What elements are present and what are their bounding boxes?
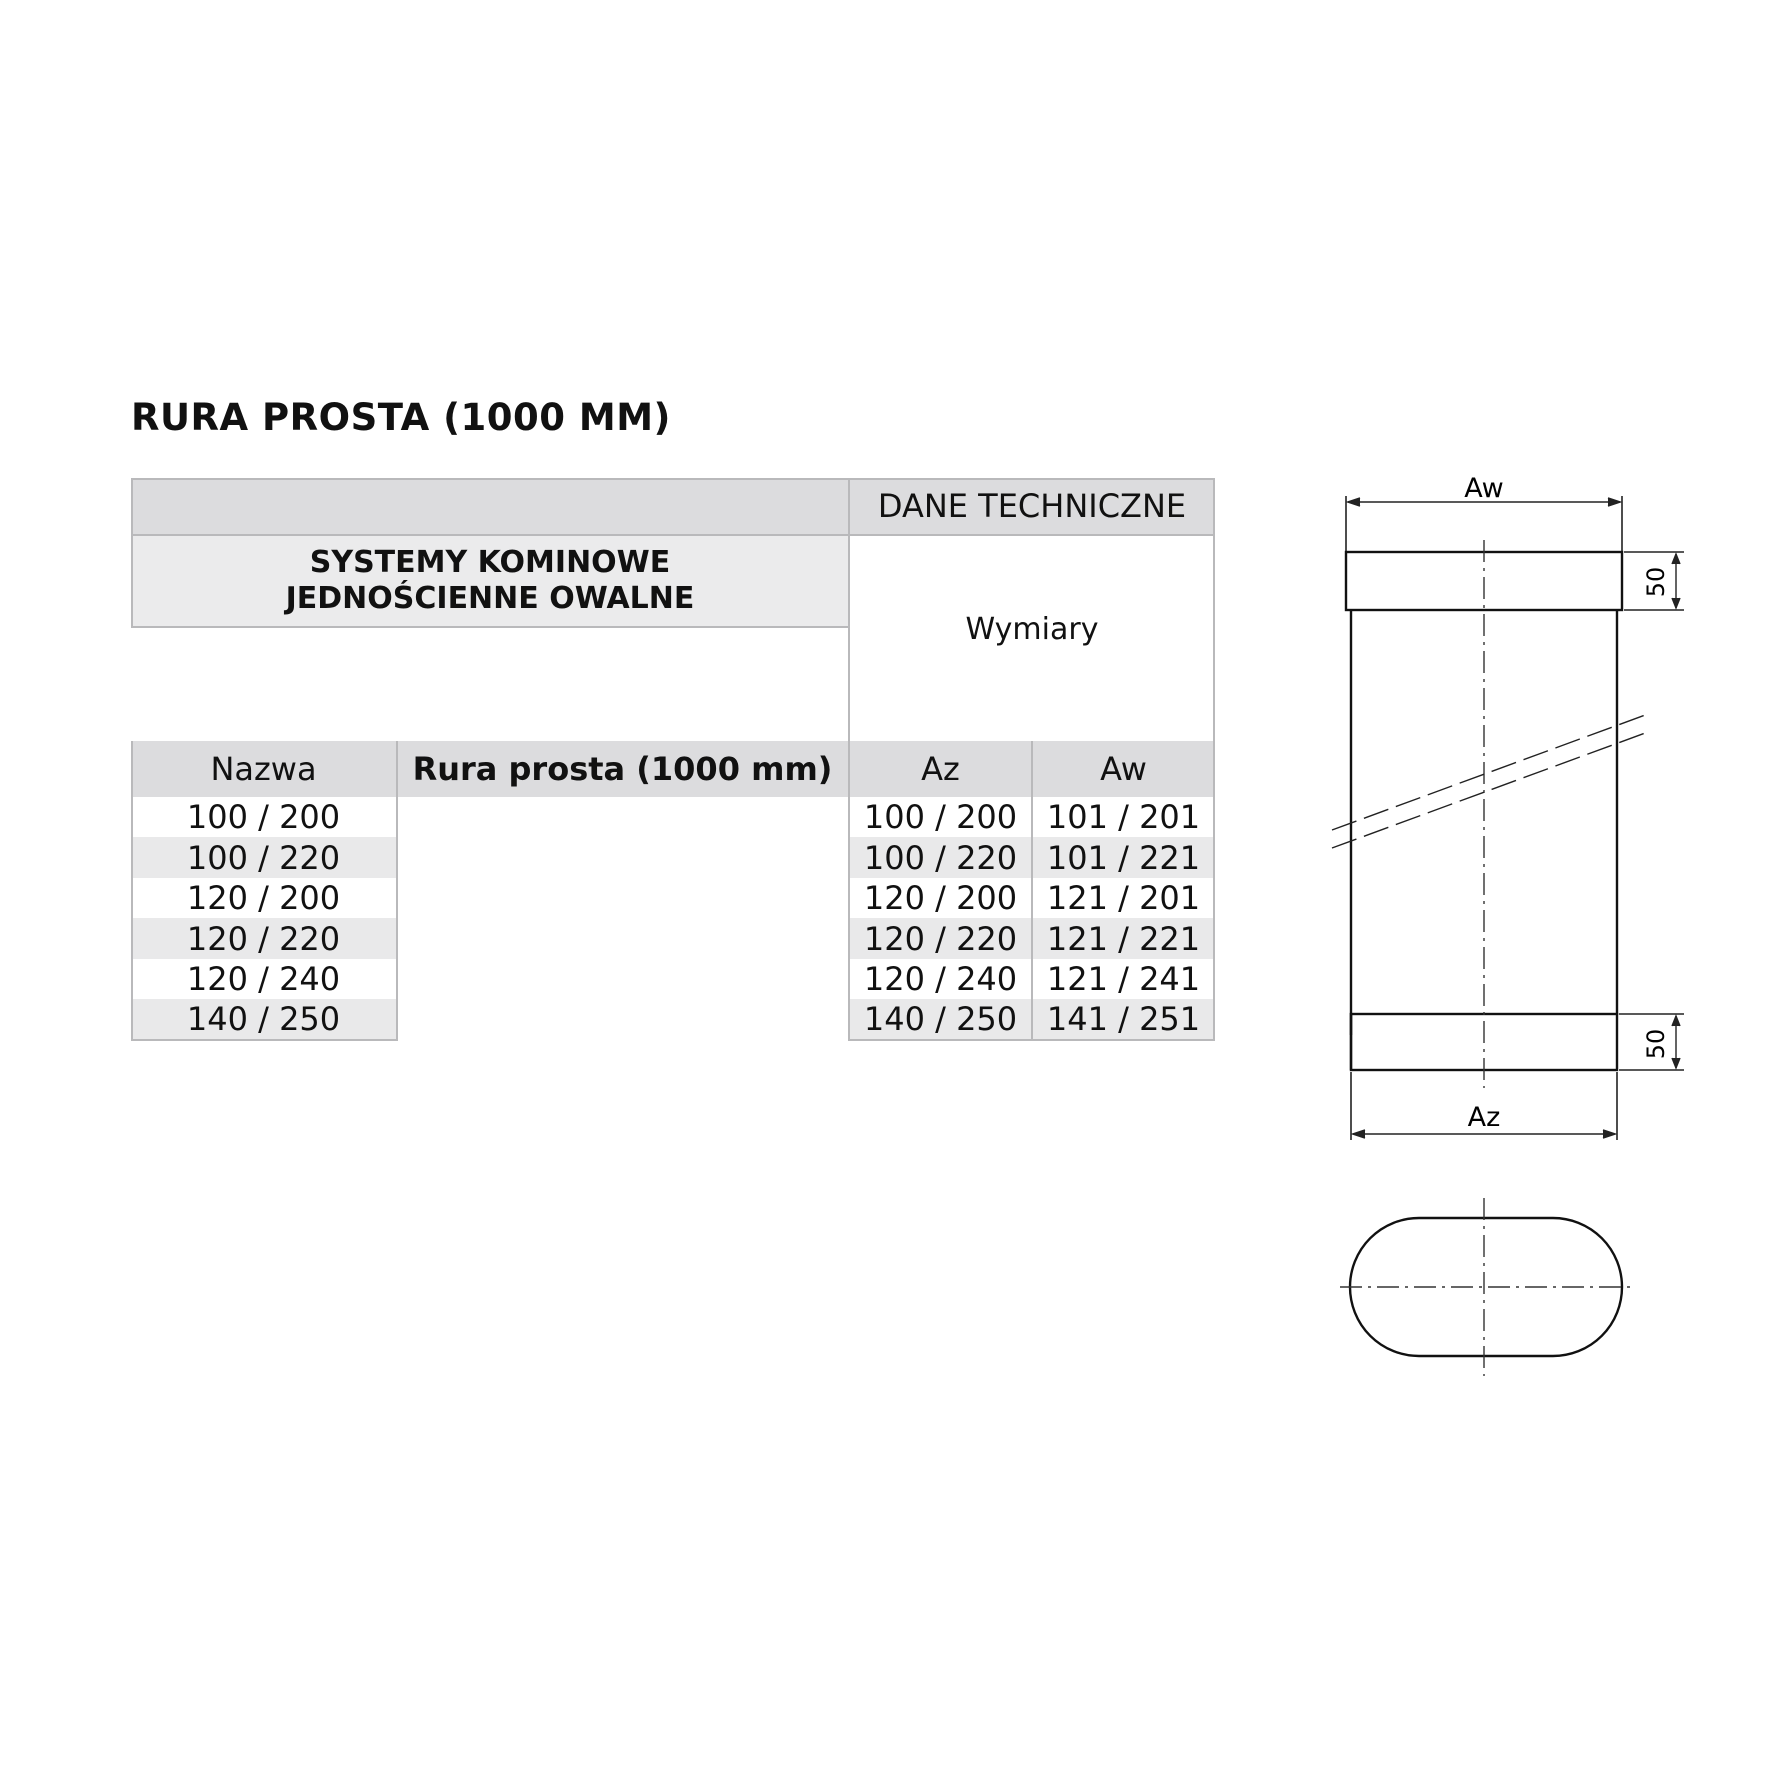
table-divider [131,534,1215,536]
table-row-6-az: 140 / 250 [849,999,1032,1039]
table-border-right [1213,478,1215,1041]
spec-table [131,478,1215,1041]
table-row-3-nazwa: 120 / 200 [186,879,341,917]
label-az: Az [1467,1102,1501,1133]
table-divider [1031,741,1033,1041]
table-row-2-nazwa: 100 / 220 [131,837,396,878]
table-divider [131,626,849,628]
col-header-az: Az [849,741,1032,797]
table-row-6-nazwa: 140 / 250 [131,999,396,1039]
table-border-left [131,478,133,628]
table-row-1-az: 100 / 200 [863,798,1018,836]
col-header-product: Rura prosta (1000 mm) [396,741,849,797]
table-border-bottom [131,1039,396,1041]
col-header-nazwa: Nazwa [131,741,396,797]
table-row-5-az: 120 / 240 [863,960,1018,998]
table-row-4-nazwa: 120 / 220 [131,918,396,959]
table-row-1-nazwa: 100 / 200 [186,798,341,836]
table-row-5-aw: 121 / 241 [1046,960,1201,998]
break-lines [1332,714,1648,848]
table-border-left [131,741,133,1041]
table-border-top [131,478,1215,480]
header-systemy-line1: SYSTEMY KOMINOWE [309,545,671,580]
pipe-drawing [1320,470,1720,1400]
table-row-3-az: 120 / 200 [863,879,1018,917]
header-dane-techniczne: DANE TECHNICZNE [849,478,1215,534]
header-wymiary: Wymiary [965,611,1099,647]
table-row-5-nazwa: 120 / 240 [186,960,341,998]
table-row-4-az: 120 / 220 [849,918,1032,959]
table-row-2-az: 100 / 220 [849,837,1032,878]
col-header-aw: Aw [1032,741,1215,797]
table-row-2-aw: 101 / 221 [1032,837,1215,878]
table-row-1-aw: 101 / 201 [1046,798,1201,836]
table-row-4-aw: 121 / 221 [1032,918,1215,959]
page-title: RURA PROSTA (1000 MM) [131,396,671,439]
header-systemy [131,536,849,626]
label-dim-bottom: 50 [1642,1028,1670,1060]
label-dim-top: 50 [1642,566,1670,598]
oval-cross-section [1340,1198,1632,1376]
table-row-6-aw: 141 / 251 [1032,999,1215,1039]
table-divider [396,741,398,1041]
header-systemy-line2: JEDNOŚCIENNE OWALNE [285,581,695,616]
table-row-3-aw: 121 / 201 [1046,879,1201,917]
label-aw: Aw [1464,473,1504,504]
table-divider [848,478,850,1041]
header-blank [131,478,849,534]
